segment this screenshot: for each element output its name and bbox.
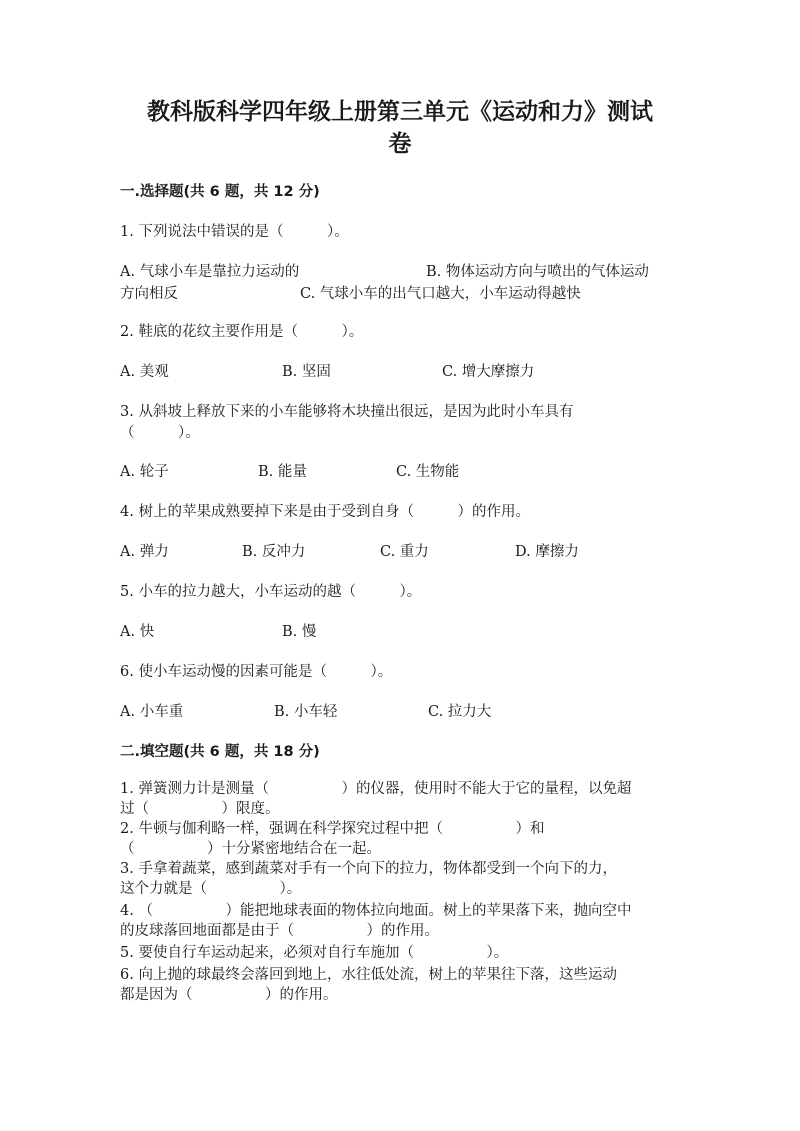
option-a: A. 小车重: [120, 704, 184, 720]
option-a: A. 轮子: [120, 464, 169, 480]
option-a: A. 美观: [120, 364, 169, 380]
section-heading-choice: 一.选择题(共 6 题，共 12 分): [120, 184, 320, 200]
fill-line: 6. 向上抛的球最终会落回到地上，水往低处流，树上的苹果往下落，这些运动: [120, 967, 617, 983]
section-heading-fill: 二.填空题(共 6 题，共 18 分): [120, 744, 320, 760]
question-stem: 3. 从斜坡上释放下来的小车能够将木块撞出很远，是因为此时小车具有: [120, 404, 574, 420]
fill-line: （ ）十分紧密地结合在一起。: [120, 841, 381, 857]
option-b: B. 坚固: [282, 364, 331, 380]
question-stem: 1. 下列说法中错误的是（ ）。: [120, 224, 349, 240]
option-a: A. 气球小车是靠拉力运动的: [120, 264, 300, 280]
option-d: D. 摩擦力: [515, 544, 579, 560]
fill-line: 1. 弹簧测力计是测量（ ）的仪器，使用时不能大于它的量程，以免超: [120, 781, 632, 797]
option-b: B. 慢: [282, 624, 317, 640]
option-a: A. 弹力: [120, 544, 169, 560]
fill-line: 5. 要使自行车运动起来，必须对自行车施加（ ）。: [120, 945, 509, 961]
page-title: [100, 96, 700, 160]
option-b: B. 能量: [258, 464, 307, 480]
title-line-1: 教科版科学四年级上册第三单元《运动和力》测试: [147, 99, 653, 125]
question-stem: 5. 小车的拉力越大，小车运动的越（ ）。: [120, 584, 422, 600]
option-b: B. 反冲力: [242, 544, 306, 560]
fill-line: 2. 牛顿与伽利略一样，强调在科学探究过程中把（ ）和: [120, 821, 545, 837]
option-b: B. 小车轻: [274, 704, 338, 720]
option-c: C. 增大摩擦力: [442, 364, 535, 380]
fill-line: 的皮球落回地面都是由于（ ）的作用。: [120, 923, 439, 939]
fill-line: 过（ ）限度。: [120, 801, 280, 817]
fill-line: 这个力就是（ ）。: [120, 881, 302, 897]
option-c: C. 拉力大: [428, 704, 492, 720]
option-b-continued: 方向相反: [120, 286, 178, 302]
option-c: C. 生物能: [396, 464, 460, 480]
question-stem: 6. 使小车运动慢的因素可能是（ ）。: [120, 664, 393, 680]
option-b: B. 物体运动方向与喷出的气体运动: [426, 264, 649, 280]
title-line-2: 卷: [388, 131, 412, 157]
fill-line: 3. 手拿着蔬菜，感到蔬菜对手有一个向下的拉力，物体都受到一个向下的力，: [120, 861, 617, 877]
question-stem: 2. 鞋底的花纹主要作用是（ ）。: [120, 324, 364, 340]
question-stem-continued: （ ）。: [120, 425, 200, 441]
option-a: A. 快: [120, 624, 155, 640]
fill-line: 都是因为（ ）的作用。: [120, 987, 338, 1003]
option-c: C. 气球小车的出气口越大，小车运动得越快: [300, 286, 581, 302]
option-c: C. 重力: [380, 544, 429, 560]
question-stem: 4. 树上的苹果成熟要掉下来是由于受到自身（ ）的作用。: [120, 504, 530, 520]
fill-line: 4. （ ）能把地球表面的物体拉向地面。树上的苹果落下来，抛向空中: [120, 903, 632, 919]
